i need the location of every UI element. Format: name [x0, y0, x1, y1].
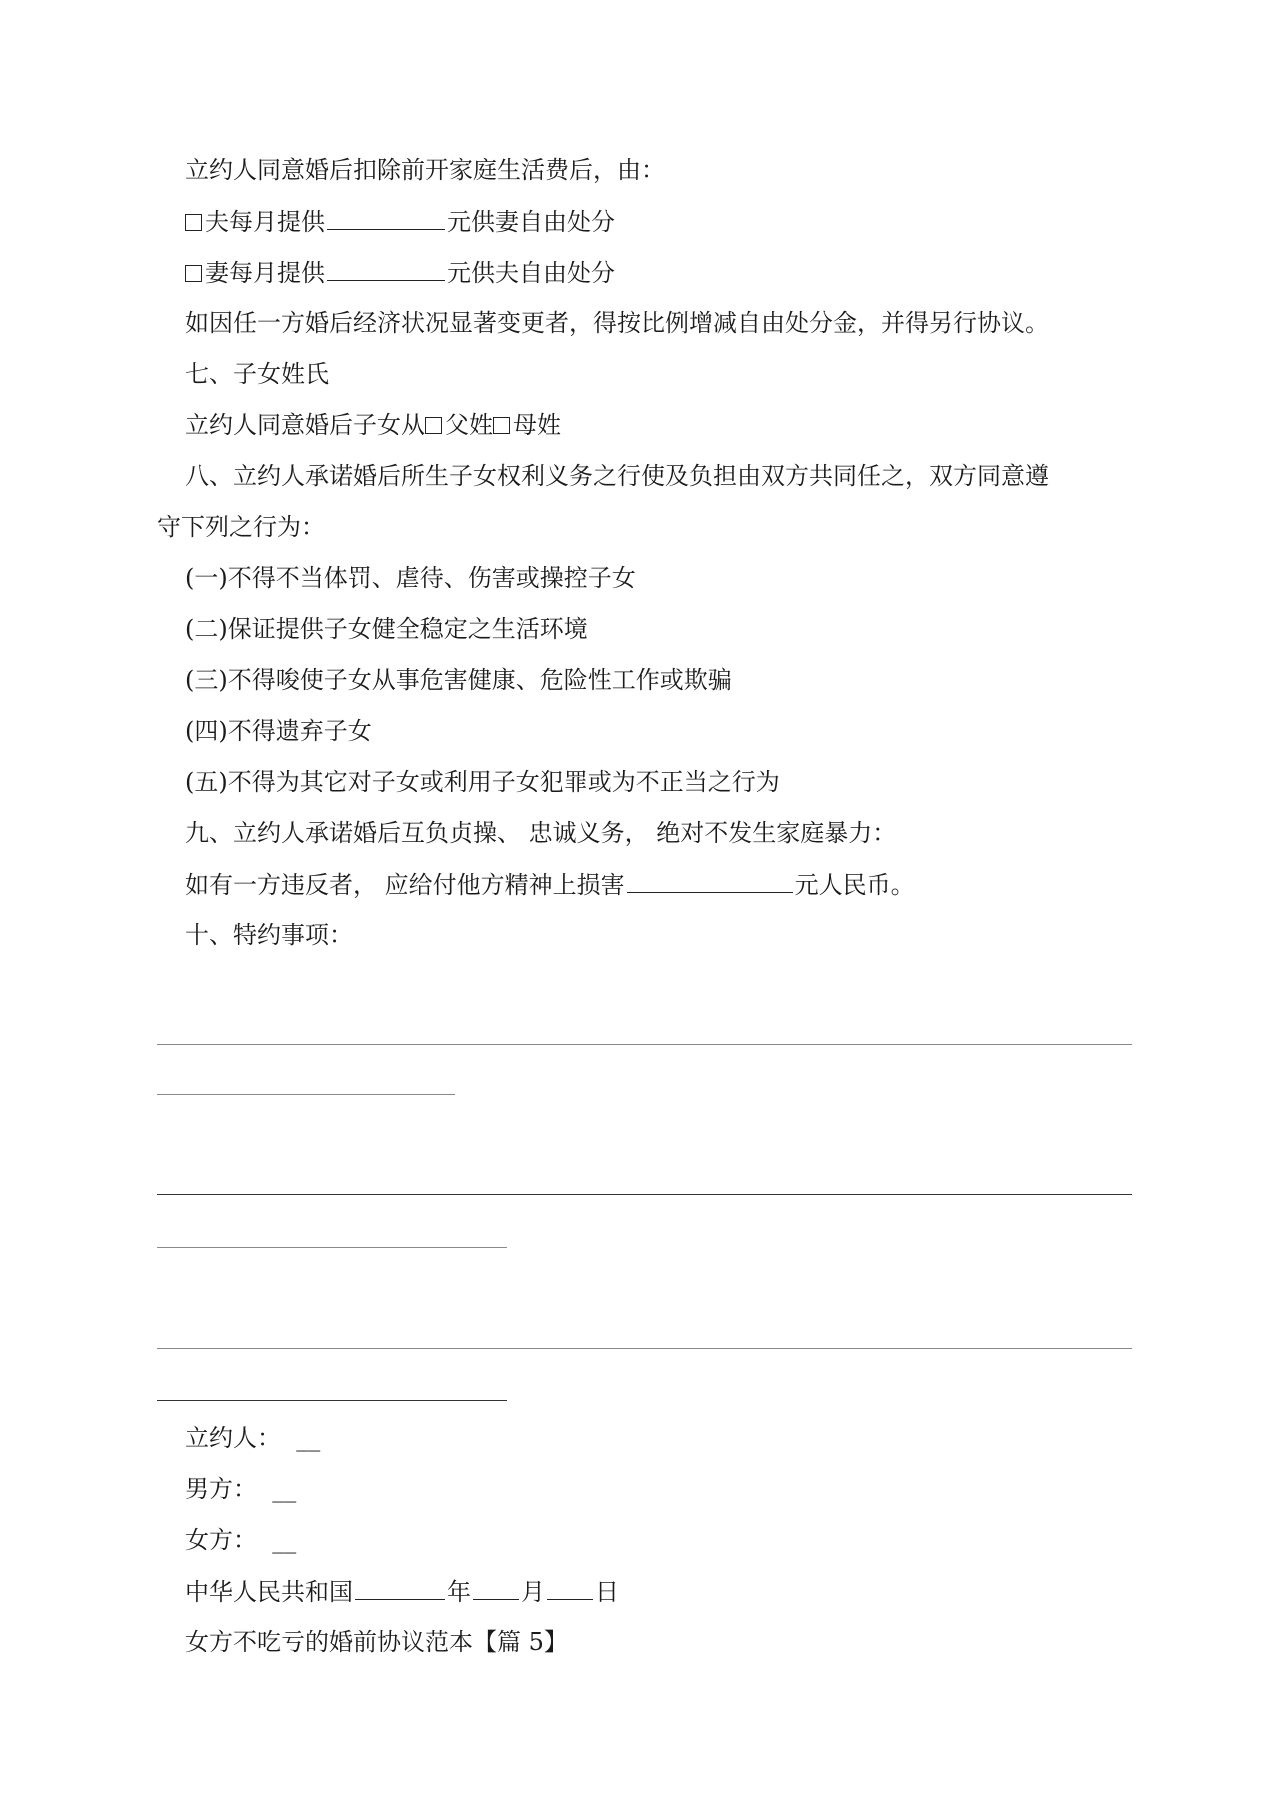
section-7-surname: 立约人同意婚后子女从 父姓 母姓 — [185, 411, 561, 439]
signature-male-blank[interactable]: __ — [272, 1475, 297, 1503]
section-10-title: 十、特约事项： — [185, 921, 353, 949]
month-blank[interactable] — [473, 1575, 519, 1600]
special-terms-line[interactable] — [157, 1348, 1132, 1349]
signature-female: 女方： __ — [185, 1526, 297, 1554]
amount-blank-husband[interactable] — [327, 205, 445, 230]
special-terms-line[interactable] — [157, 1247, 507, 1248]
list-item: (三)不得唆使子女从事危害健康、危险性工作或欺骗 — [185, 666, 732, 694]
checkbox-wife[interactable] — [185, 265, 202, 282]
checkbox-husband[interactable] — [185, 214, 202, 231]
day-blank[interactable] — [547, 1575, 593, 1600]
special-terms-line[interactable] — [157, 1400, 507, 1401]
year-blank[interactable] — [355, 1575, 445, 1600]
special-terms-line[interactable] — [157, 1094, 455, 1095]
section-9-title: 九、立约人承诺婚后互负贞操、 忠诚义务， 绝对不发生家庭暴力： — [185, 819, 897, 847]
damages-amount-blank[interactable] — [627, 868, 793, 893]
section-9-damages: 如有一方违反者， 应给付他方精神上损害 元人民币。 — [185, 868, 915, 901]
checkbox-father-surname[interactable] — [425, 417, 442, 434]
signature-female-blank[interactable]: __ — [272, 1526, 297, 1554]
section-8-title-line2: 守下列之行为： — [157, 513, 325, 541]
list-item: (五)不得为其它对子女或利用子女犯罪或为不正当之行为 — [185, 768, 780, 796]
date-line: 中华人民共和国 年 月 日 — [185, 1575, 619, 1608]
checkbox-mother-surname[interactable] — [493, 417, 510, 434]
signature-male: 男方： __ — [185, 1475, 297, 1503]
signature-party: 立约人： __ — [185, 1424, 321, 1452]
special-terms-line[interactable] — [157, 1044, 1132, 1045]
paragraph-living-expense: 立约人同意婚后扣除前开家庭生活费后，由： — [185, 156, 665, 184]
section-7-title: 七、子女姓氏 — [185, 360, 329, 388]
option-wife-provides: 妻每月提供 元供夫自由处分 — [185, 256, 615, 289]
special-terms-line[interactable] — [157, 1194, 1132, 1195]
option-husband-provides: 夫每月提供 元供妻自由处分 — [185, 205, 615, 238]
next-article-title: 女方不吃亏的婚前协议范本【篇 5】 — [185, 1628, 568, 1656]
section-8-title-line1: 八、立约人承诺婚后所生子女权利义务之行使及负担由双方共同任之，双方同意遵 — [185, 462, 1049, 490]
list-item: (四)不得遗弃子女 — [185, 717, 372, 745]
signature-party-blank[interactable]: __ — [296, 1424, 321, 1452]
list-item: (二)保证提供子女健全稳定之生活环境 — [185, 615, 588, 643]
list-item: (一)不得不当体罚、虐待、伤害或操控子女 — [185, 564, 636, 592]
paragraph-adjustment: 如因任一方婚后经济状况显著变更者，得按比例增减自由处分金，并得另行协议。 — [185, 309, 1049, 337]
amount-blank-wife[interactable] — [327, 256, 445, 281]
